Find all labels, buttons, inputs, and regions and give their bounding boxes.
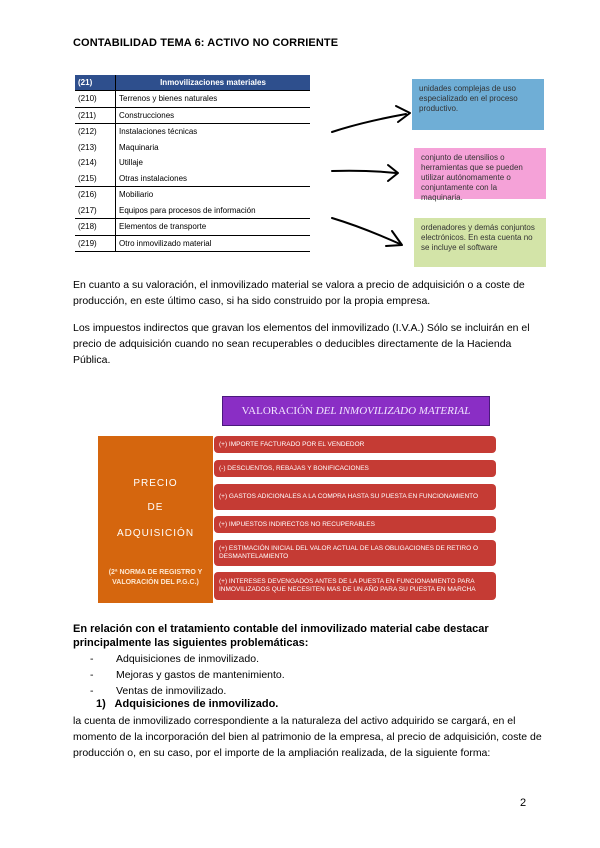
row-label: Otro inmovilizado material xyxy=(116,235,311,252)
table-row xyxy=(75,219,310,236)
accounts-table xyxy=(75,75,310,252)
arrow-to-green-note xyxy=(332,218,400,244)
table-row xyxy=(75,107,310,124)
arrow-to-blue-note xyxy=(332,114,406,132)
table-row xyxy=(75,203,310,219)
box-line-2: DE xyxy=(147,502,164,513)
table-row xyxy=(75,155,310,171)
table-row xyxy=(75,187,310,203)
paragraph-cuenta: la cuenta de inmovilizado correspondiente a la naturaleza del activo adquirido se cargará, en el momento de la incorporación del bien al patrimonio de la empresa, al precio de adquisición, coste de producción o, en su caso, por el importe de la ampliación realizada, de la siguiente forma: xyxy=(73,715,542,759)
row-code: (216) xyxy=(75,187,116,203)
paragraph-valoracion: En cuanto a su valoración, el inmovilizado material se valora a precio de adquisición o a coste de producción, en este último caso, si ha sido construido por la propia empresa. xyxy=(73,279,525,307)
note-utillaje: conjunto de utensilios o herramientas que se pueden utilizar autónomamente o conjuntamente con la maquinaria. xyxy=(414,148,546,199)
table-row xyxy=(75,140,310,156)
table-row xyxy=(75,124,310,140)
box-line-1: PRECIO xyxy=(133,478,178,489)
row-label: Elementos de transporte xyxy=(116,219,311,236)
banner-rest: DEL INMOVILIZADO MATERIAL xyxy=(312,405,471,417)
valoracion-item: (+) IMPUESTOS INDIRECTOS NO RECUPERABLES xyxy=(214,516,496,533)
subheading-adquisiciones: 1) Adquisiciones de inmovilizado. xyxy=(96,698,279,710)
table-row xyxy=(75,235,310,252)
valoracion-item: (-) DESCUENTOS, REBAJAS Y BONIFICACIONES xyxy=(214,460,496,477)
row-label: Equipos para procesos de información xyxy=(119,205,256,215)
row-code: (219) xyxy=(75,235,116,252)
list-item: - Ventas de inmovilizado. xyxy=(90,685,227,697)
paragraph-impuestos: Los impuestos indirectos que gravan los elementos del inmovilizado (I.V.A.) Sólo se incluirán en el precio de adquisición cuando no sean recuperables o deducibles directamente de la Hacienda Pública. xyxy=(73,322,530,366)
valoracion-item: (+) ESTIMACIÓN INICIAL DEL VALOR ACTUAL DE LAS OBLIGACIONES DE RETIRO O DESMANTELAMIENTO xyxy=(214,540,496,566)
row-code: (217) xyxy=(75,203,116,219)
row-label: Construcciones xyxy=(116,107,311,124)
list-item-text: Adquisiciones de inmovilizado. xyxy=(116,653,259,665)
row-label: Terrenos y bienes naturales xyxy=(116,91,311,108)
valoracion-item: (+) INTERESES DEVENGADOS ANTES DE LA PUESTA EN FUNCIONAMIENTO PARA INMOVILIZADOS QUE NECESITEN MAS DE UN AÑO PARA SU PUESTA EN MARCHA xyxy=(214,572,496,600)
list-item-text: Mejoras y gastos de mantenimiento. xyxy=(116,669,285,681)
row-code: (211) xyxy=(75,107,116,124)
note-maquinaria: unidades complejas de uso especializado en el proceso productivo. xyxy=(412,79,544,130)
row-code: (213) xyxy=(75,140,116,156)
valoracion-banner xyxy=(222,396,490,426)
row-label: Instalaciones técnicas xyxy=(116,124,311,140)
valoracion-item: (+) GASTOS ADICIONALES A LA COMPRA HASTA SU PUESTA EN FUNCIONAMIENTO xyxy=(214,484,496,510)
list-item: - Adquisiciones de inmovilizado. xyxy=(90,653,259,665)
row-code: (214) xyxy=(75,155,116,171)
row-code: (210) xyxy=(75,91,116,108)
valoracion-item: (+) IMPORTE FACTURADO POR EL VENDEDOR xyxy=(214,436,496,453)
box-line-3: ADQUISICIÓN xyxy=(116,528,195,539)
note-equipos-informacion: ordenadores y demás conjuntos electrónicos. En esta cuenta no se incluye el software xyxy=(414,218,546,267)
row-label: Mobiliario xyxy=(116,187,311,203)
row-label: Otras instalaciones xyxy=(119,173,188,183)
row-code: (218) xyxy=(75,219,116,236)
row-label: Utillaje xyxy=(119,158,144,168)
table-row xyxy=(75,171,310,187)
arrow-to-pink-note xyxy=(332,171,396,173)
page-number: 2 xyxy=(520,797,527,809)
banner-word: VALORACIÓN xyxy=(241,405,313,417)
section-heading: En relación con el tratamiento contable del inmovilizado material cabe destacar principalmente las siguientes problemáticas: xyxy=(73,623,489,649)
page-title: CONTABILIDAD TEMA 6: ACTIVO NO CORRIENTE xyxy=(73,37,339,49)
problematicas-list xyxy=(90,651,285,699)
list-item: - Mejoras y gastos de mantenimiento. xyxy=(90,669,285,681)
list-item-text: Ventas de inmovilizado. xyxy=(116,685,227,697)
annotation-arrows xyxy=(322,94,418,264)
table-row xyxy=(75,91,310,108)
row-code: (212) xyxy=(75,124,116,140)
precio-adquisicion-box xyxy=(98,436,213,603)
table-header-row xyxy=(75,75,310,91)
header-label: Inmovilizaciones materiales xyxy=(116,75,311,91)
row-label: Maquinaria xyxy=(119,142,159,152)
row-code: (215) xyxy=(75,171,116,187)
box-subtitle: (2ª NORMA DE REGISTRO Y VALORACIÓN DEL P.G.C.) xyxy=(108,569,203,586)
header-code: (21) xyxy=(75,75,116,91)
